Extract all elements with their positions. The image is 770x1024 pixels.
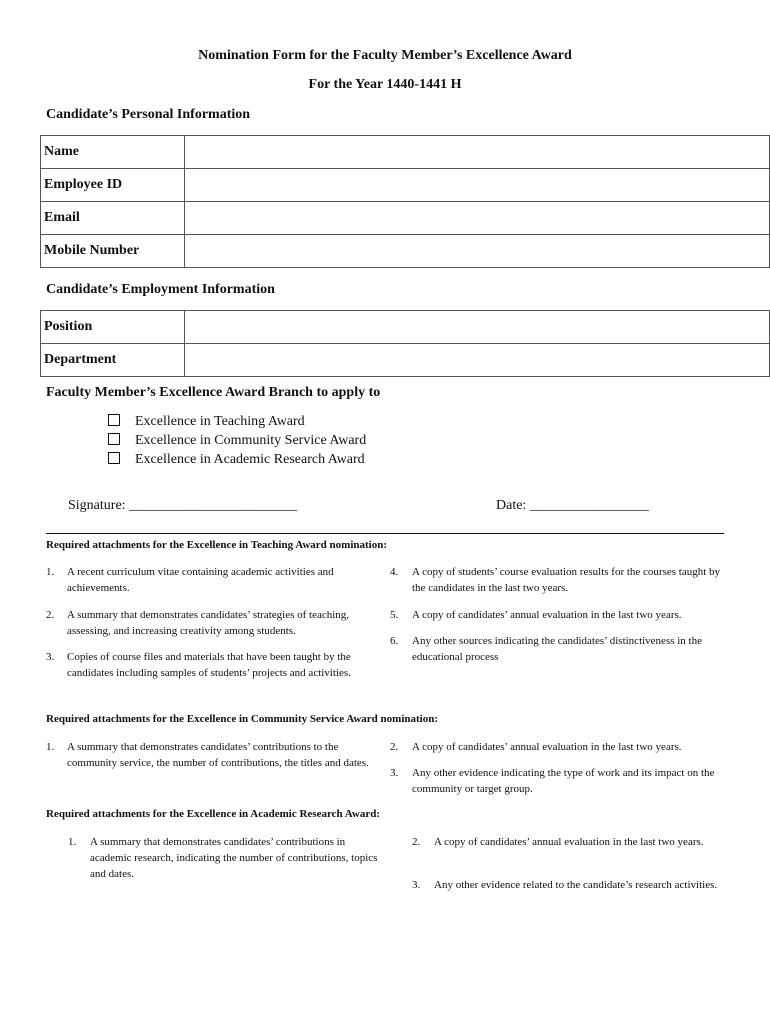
- employee-id-label: Employee ID: [41, 169, 185, 202]
- list-item: [46, 649, 381, 681]
- item-text: Any other evidence indicating the type of work and its impact on the community or target group.: [412, 767, 715, 795]
- name-field[interactable]: [184, 136, 769, 169]
- item-text: A copy of students’ course evaluation results for the courses taught by the candidates in the last two years.: [412, 566, 721, 594]
- item-text: Copies of course files and materials that have been taught by the candidates including samples of students’ projects and activities.: [67, 651, 351, 679]
- item-number: 2.: [390, 741, 399, 753]
- personal-info-heading: Candidate’s Personal Information: [46, 107, 251, 122]
- item-number: 3.: [390, 767, 399, 779]
- name-label: Name: [41, 136, 185, 169]
- form-year: For the Year 1440-1441 H: [308, 77, 462, 92]
- item-text: A summary that demonstrates candidates’ contributions to the community service, the number of contributions, the titles and dates.: [67, 741, 369, 769]
- item-number: 5.: [390, 609, 399, 621]
- item-number: 3.: [46, 651, 55, 663]
- position-row: [41, 311, 770, 344]
- checkbox-icon[interactable]: [108, 433, 120, 445]
- form-title: Nomination Form for the Faculty Member’s Excellence Award: [198, 48, 572, 63]
- item-text: A copy of candidates’ annual evaluation in the last two years.: [412, 609, 682, 621]
- employee-id-row: [41, 169, 770, 202]
- list-item: [390, 765, 730, 797]
- list-item: [412, 877, 722, 893]
- department-label: Department: [41, 344, 185, 377]
- option-research-label: Excellence in Academic Research Award: [135, 452, 365, 467]
- option-teaching[interactable]: [108, 412, 305, 431]
- item-text: A recent curriculum vitae containing academic activities and achievements.: [67, 566, 334, 594]
- item-number: 1.: [46, 741, 55, 753]
- department-row: [41, 344, 770, 377]
- list-item: [390, 739, 730, 755]
- option-teaching-label: Excellence in Teaching Award: [135, 414, 305, 429]
- employment-info-heading: Candidate’s Employment Information: [46, 282, 275, 297]
- email-row: [41, 202, 770, 235]
- item-number: 6.: [390, 635, 399, 647]
- email-label: Email: [41, 202, 185, 235]
- signature-line[interactable]: Signature: ________________________: [68, 498, 298, 513]
- list-item: [46, 739, 386, 771]
- list-item: [46, 607, 381, 639]
- divider: [46, 533, 724, 534]
- position-field[interactable]: [184, 311, 769, 344]
- mobile-label: Mobile Number: [41, 235, 185, 268]
- list-item: [412, 834, 722, 850]
- list-item: [390, 633, 730, 665]
- research-attachments-heading: Required attachments for the Excellence in Academic Research Award:: [46, 808, 381, 820]
- item-number: 2.: [412, 836, 421, 848]
- item-text: A copy of candidates’ annual evaluation in the last two years.: [412, 741, 682, 753]
- item-text: A copy of candidates’ annual evaluation in the last two years.: [434, 836, 704, 848]
- list-item: [390, 564, 730, 596]
- item-text: Any other evidence related to the candidate’s research activities.: [434, 879, 718, 891]
- item-text: A summary that demonstrates candidates’ contributions in academic research, indicating the number of contributions, topics and dates.: [90, 836, 378, 880]
- list-item: [46, 564, 381, 596]
- mobile-field[interactable]: [184, 235, 769, 268]
- date-line[interactable]: Date: _________________: [496, 498, 649, 513]
- item-number: 3.: [412, 879, 421, 891]
- checkbox-icon[interactable]: [108, 452, 120, 464]
- option-community-label: Excellence in Community Service Award: [135, 433, 367, 448]
- checkbox-icon[interactable]: [108, 414, 120, 426]
- item-number: 1.: [46, 566, 55, 578]
- name-row: [41, 136, 770, 169]
- option-community[interactable]: [108, 431, 366, 450]
- teaching-attachments-heading: Required attachments for the Excellence in Teaching Award nomination:: [46, 539, 387, 551]
- item-text: A summary that demonstrates candidates’ strategies of teaching, assessing, and increasing creativity among students.: [67, 609, 350, 637]
- employment-info-table: [40, 310, 770, 377]
- item-number: 2.: [46, 609, 55, 621]
- list-item: [390, 607, 730, 623]
- award-branch-heading: Faculty Member’s Excellence Award Branch to apply to: [46, 385, 381, 400]
- item-text: Any other sources indicating the candidates’ distinctiveness in the educational process: [412, 635, 702, 663]
- employee-id-field[interactable]: [184, 169, 769, 202]
- email-field[interactable]: [184, 202, 769, 235]
- position-label: Position: [41, 311, 185, 344]
- item-number: 4.: [390, 566, 399, 578]
- personal-info-table: [40, 135, 770, 268]
- mobile-row: [41, 235, 770, 268]
- department-field[interactable]: [184, 344, 769, 377]
- option-research[interactable]: [108, 450, 365, 469]
- item-number: 1.: [68, 836, 77, 848]
- list-item: [68, 834, 378, 882]
- community-attachments-heading: Required attachments for the Excellence in Community Service Award nomination:: [46, 713, 438, 725]
